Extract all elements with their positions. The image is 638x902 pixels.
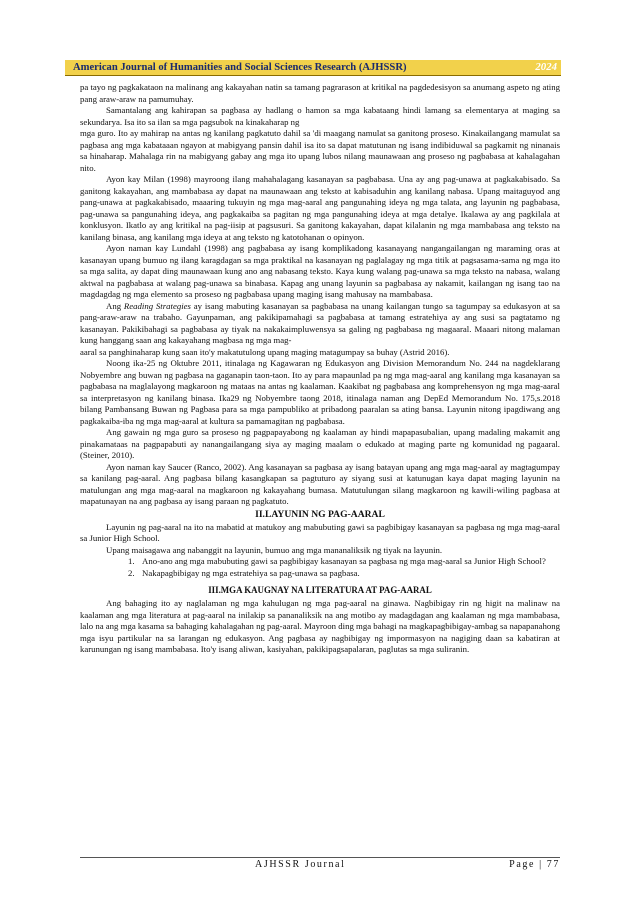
paragraph: Ayon naman kay Lundahl (1998) ang pagbabasa ay isang komplikadong kasanayang nangangailangan ng maraming oras at kasanayan upang bumuo ng ilang karagdagan sa mga praktikal na kasanayan ng paglalagay ng mga titik at pagsasama-sama ng mga ito sa mga salita, ay dapat ding maunawaan kung ano ang nabasang teksto. Kaya kung walang pag-unawa sa mga teksto na nabasa, walang aktwal na pagbabasa at walang pag-unawa sa binabasa. Kapag ang unang layunin sa pagbabasa ay nakamit, kailangan ng isang tao na magdagdag ng mga elemento sa proseso ng pagbabasa upang maging isang mahusay na mambabasa. [80, 243, 560, 299]
paragraph: Ayon kay Milan (1998) mayroong ilang mahahalagang kasanayan sa pagbabasa. Una ay ang pag-unawa at pagkakabisado. Sa ganitong kakayahan, ang mambabasa ay dapat na maunawaan ang teksto at kabisaduhin ang kanilang nabasa. Upang maitaguyod ang pang-unawa at pagkakabisado, maaaring tukuyin ng mga mag-aaral ang pangunahing ideya ng mga talata, ang layunin ng pagbabasa, pag-unawa sa pangunahing ideya, ang pagkakaiba sa pagitan ng mga pangunahing ideya at mga detalye. Ikalawa ay ang pagkilala at konklusyon. Ikatlo ay ang kritikal na pag-iisip at pagsusuri. Sa ganitong kakayahan, dapat kilalanin ng mga mambabasa ang teksto na kanilang binasa, ang kanilang mga ideya at ang teksto ng katotohanan o opinyon. [80, 174, 560, 242]
objectives-list [80, 556, 560, 579]
emphasis-term: Reading Strategies [123, 300, 191, 311]
section-heading: III.MGA KAUGNAY NA LITERATURA AT PAG-AARAL [208, 585, 432, 595]
article-body [80, 82, 560, 656]
paragraph: Samantalang ang kahirapan sa pagbasa ay hadlang o hamon sa mga kabataang hindi lamang sa elementarya at maging sa sekundarya. Isa ito sa ilan sa mga pagsubok na kinakaharap ng [80, 105, 560, 127]
text-run: ay isang mabuting kasanayan sa pagbabasa na unang kailangan tungo sa tagumpay sa edukasyon at sa pang-araw-araw na trabaho. Gayunpaman, ang pakikipamahagi sa pagbabasa at tamang estratehiya ay ang susi sa pagtatamo ng kasanayan. Pakikibahagi sa pagbabasa ay tiyak na nakakaimpluwensya sa galing ng pagbabasa ng magaaral. Maaari nitong malaman kung hanggang saan ang kakayahang magbasa ng mga mag- [80, 300, 560, 345]
paragraph: Noong ika-25 ng Oktubre 2011, itinalaga ng Kagawaran ng Edukasyon ang Division Memorandum No. 244 na nagdeklarang Nobyembre ang buwan ng pagbasa na gaganapin taon-taon. Ito ay para mapaunlad pa ng mga mag-aaral ang kanilang mga kasanayan sa pagbabasa na maglalayong magkaroon ng mataas na antas ng kaalaman. Kaakibat ng pagbabasa ang komprehensyon ng mga mag-aaral sa interpretasyon ng kanilang binasa. Ika29 ng Nobyembre taong 2018, itinalaga naman ang DepEd Memorandum No. 175,s.2018 bilang Pambansang Buwan ng Pagbasa para sa mga pampubliko at pribadong paaralan sa ating bansa. Layunin nitong ipagdiwang ang pagkakaiba-iba ng mga mag-aaral at kultura sa pamamagitan ng pagbabasa. [80, 358, 560, 426]
section-heading: II.LAYUNIN NG PAG-AARAL [255, 508, 385, 520]
page-number: Page | 77 [509, 859, 560, 870]
paragraph: aaral sa panghinaharap kung saan ito'y makatutulong upang maging matagumpay sa buhay (Astrid 2016). [80, 346, 450, 357]
page-footer [80, 857, 560, 872]
text-run: Ang [106, 300, 124, 311]
paragraph: pa tayo ng pagkakataon na malinang ang kakayahan natin sa tamang pagrarason at kritikal na pagdedesisyon sa anumang aspeto ng ating pang araw-araw na pamumuhay. [80, 82, 560, 104]
list-item-number: 2. [128, 567, 135, 578]
list-item [128, 568, 560, 580]
journal-header-bar [65, 60, 561, 76]
journal-year: 2024 [535, 61, 557, 73]
paragraph: Ayon naman kay Saucer (Ranco, 2002). Ang kasanayan sa pagbasa ay isang batayan upang ang mga mag-aaral ay magtagumpay sa kanilang pag-aaral. Ang pagbasa bilang kasangkapan sa pagtuturo ay siyang susi at katunugan kaya dapat maging layunin na matulungan ang mga mag-aaral na magkaroon ng kakayahang bumasa. Matutulungan silang magkaroon ng kawili-wiling pagbasa at mapatunayan na ang pagbasa ay isang paraan ng pagkatuto. [80, 461, 560, 506]
journal-title: American Journal of Humanities and Social Sciences Research (AJHSSR) [73, 62, 407, 73]
paragraph: Ang gawain ng mga guro sa proseso ng pagpapayabong ng kaalaman ay hindi mapapasubalian, upang madaling makamit ang pinakamataas na pagpapabuti ay nanangailangang siya ay maging maalam o edukado at maging parte ng komunidad ng pagaaral. (Steiner, 2010). [80, 427, 560, 460]
footer-journal: AJHSSR Journal [255, 859, 346, 870]
list-item-text: Ano-ano ang mga mabubuting gawi sa pagbibigay kasanayan sa pagbasa ng mga mag-aaral sa Junior High School? [142, 556, 546, 566]
paragraph: Layunin ng pag-aaral na ito na mabatid at matukoy ang mabubuting gawi sa pagbibigay kasanayan sa pagbasa ng mga mag-aaral sa Junior High School. [80, 521, 560, 543]
list-item-text: Nakapagbibigay ng mga estratehiya sa pag-unawa sa pagbasa. [142, 567, 360, 578]
paragraph-reading-strategies [80, 301, 560, 347]
paragraph: Upang maisagawa ang nabanggit na layunin, bumuo ang mga mananaliksik ng tiyak na layunin. [106, 544, 443, 555]
list-item-number: 1. [128, 556, 135, 566]
paragraph: Ang bahaging ito ay naglalaman ng mga kahulugan ng mga pag-aaral na ginawa. Nagbibigay rin ng higit na malinaw na kaalaman ang mga literatura at pag-aaral na inilakip sa pananaliksik na ang motibo ay madagdagan ang kaalaman ng mga mambabasa, lalo na ang mga kasama sa bahaging kahalagahan ng pag-aaral. Mayroon ding mga bahagi na magkapagbibigay-ambag sa napapanahong mga isyu partikular na sa larangan ng edukasyon. Ang pagbasa ay nagbibigay ng impormasyon na nagiging daan sa kabatiran at karunungan ng isang mambabasa. Ito'y isang aliwan, kasiyahan, pakikipagsapalaran, paglutas sa mga suliranin. [80, 598, 560, 654]
list-item [128, 556, 560, 568]
paragraph: mga guro. Ito ay mahirap na antas ng kanilang pagkatuto dahil sa 'di maagang namulat sa ganitong proseso. Kinakailangang mamulat sa pagbasa ang mga kabataaan ngayon at mabigyang pansin dahil isa ito sa dapat matutunan ng isang indibiduwal sa pagkamit ng ninanais sa hinaharap. Mahalaga rin na mabigyang gabay ang mga ito upang lubos nilang maunawaan ang proseso ng pagbabasa at kahalagahan nito. [80, 128, 560, 173]
